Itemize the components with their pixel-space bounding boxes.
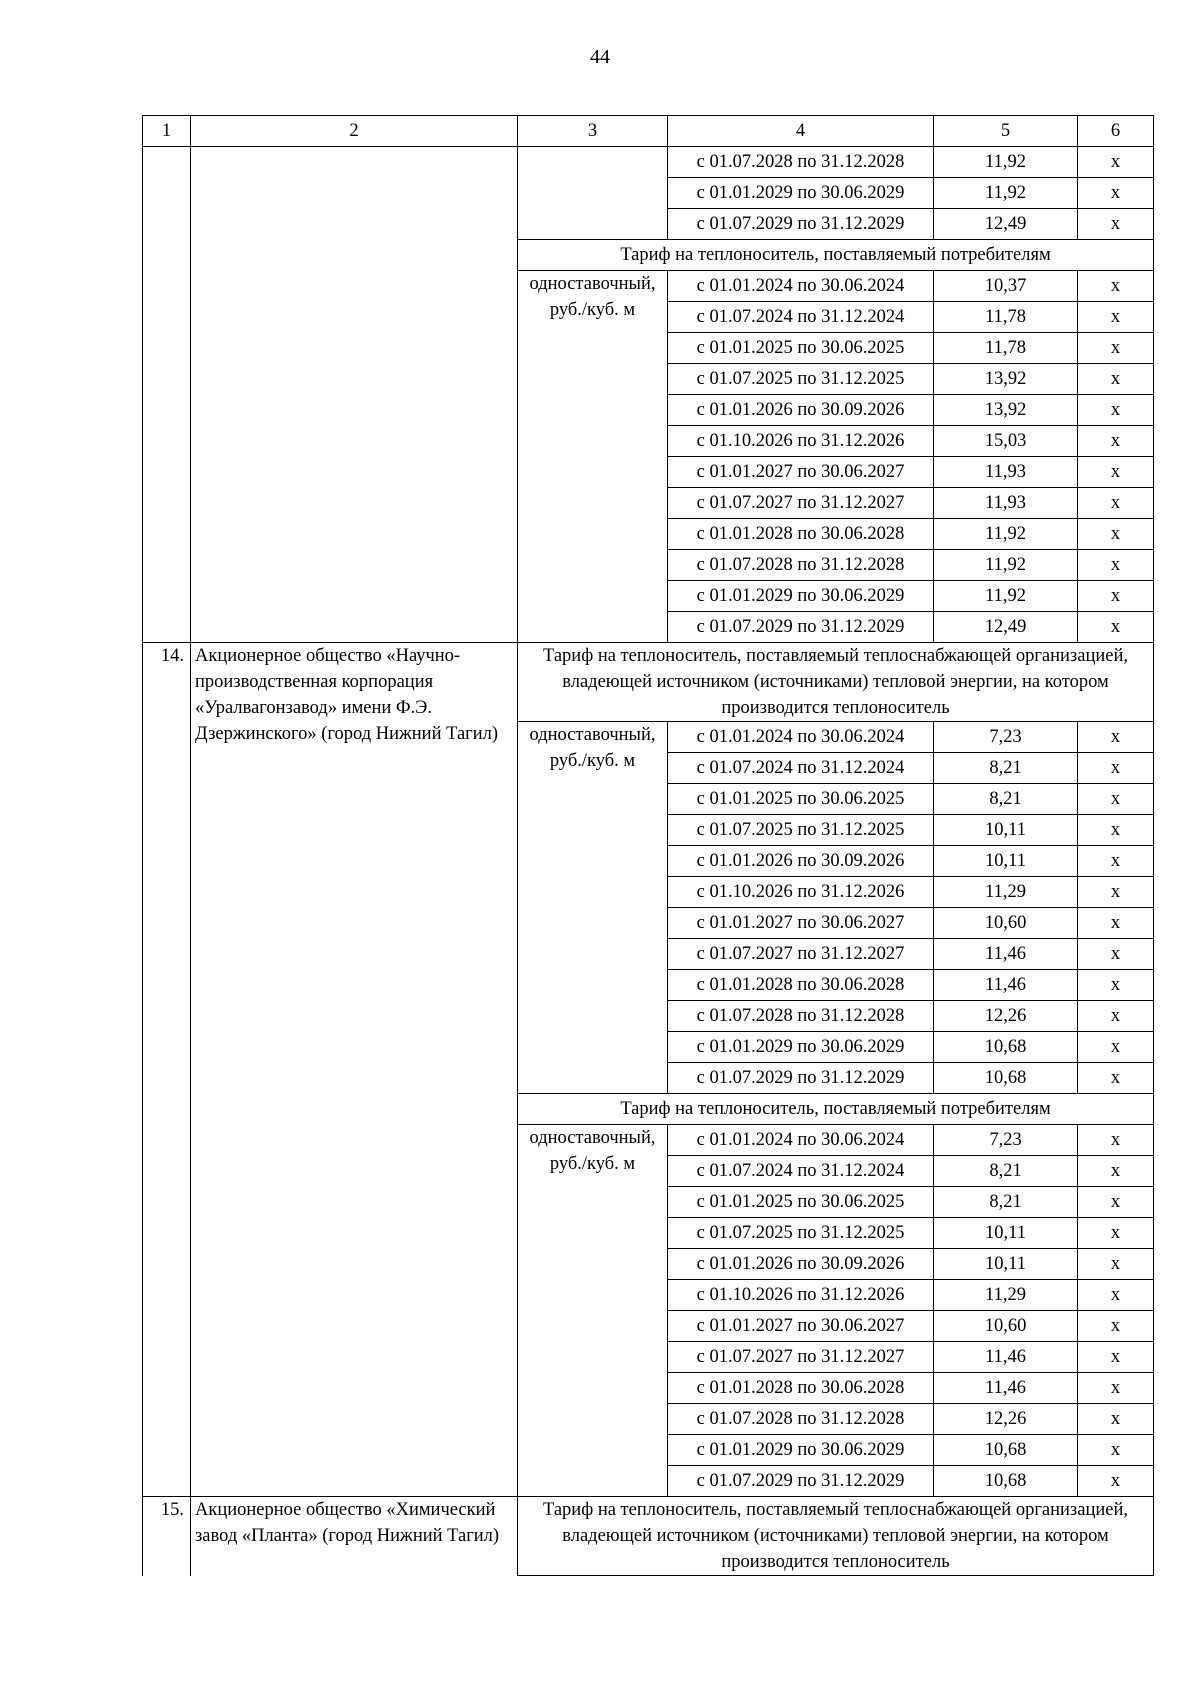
period-cell: с 01.01.2028 по 30.06.2028: [668, 970, 934, 1001]
x-cell: x: [1078, 722, 1154, 753]
period-cell: с 01.01.2028 по 30.06.2028: [668, 1373, 934, 1404]
period-cell: с 01.07.2028 по 31.12.2028: [668, 147, 934, 178]
x-cell: x: [1078, 271, 1154, 302]
unit-cell: одноставочный, руб./куб. м: [518, 1125, 668, 1497]
tariff-value-cell: 13,92: [934, 364, 1078, 395]
column-header: 3: [518, 116, 668, 147]
tariff-value-cell: 10,11: [934, 1218, 1078, 1249]
tariff-value-cell: 13,92: [934, 395, 1078, 426]
tariff-value-cell: 12,49: [934, 209, 1078, 240]
tariff-value-cell: 12,26: [934, 1404, 1078, 1435]
period-cell: с 01.07.2029 по 31.12.2029: [668, 209, 934, 240]
x-cell: x: [1078, 550, 1154, 581]
org-name: Акционерное общество «Химический завод «Планта» (город Нижний Тагил): [191, 1497, 518, 1576]
x-cell: x: [1078, 147, 1154, 178]
period-cell: с 01.07.2024 по 31.12.2024: [668, 1156, 934, 1187]
tariff-value-cell: 8,21: [934, 784, 1078, 815]
period-cell: с 01.01.2029 по 30.06.2029: [668, 178, 934, 209]
period-cell: с 01.01.2024 по 30.06.2024: [668, 1125, 934, 1156]
x-cell: x: [1078, 939, 1154, 970]
tariff-value-cell: 12,49: [934, 612, 1078, 643]
period-cell: с 01.07.2028 по 31.12.2028: [668, 1001, 934, 1032]
tariff-value-cell: 11,29: [934, 1280, 1078, 1311]
period-cell: с 01.01.2029 по 30.06.2029: [668, 1032, 934, 1063]
x-cell: x: [1078, 1435, 1154, 1466]
x-cell: x: [1078, 581, 1154, 612]
period-cell: с 01.07.2029 по 31.12.2029: [668, 1063, 934, 1094]
column-header: 6: [1078, 116, 1154, 147]
tariff-value-cell: 11,46: [934, 939, 1078, 970]
x-cell: x: [1078, 457, 1154, 488]
tariff-value-cell: 11,93: [934, 488, 1078, 519]
period-cell: с 01.01.2028 по 30.06.2028: [668, 519, 934, 550]
x-cell: x: [1078, 1280, 1154, 1311]
period-cell: с 01.01.2027 по 30.06.2027: [668, 908, 934, 939]
period-cell: с 01.07.2024 по 31.12.2024: [668, 753, 934, 784]
period-cell: с 01.01.2026 по 30.09.2026: [668, 395, 934, 426]
tariff-value-cell: 11,29: [934, 877, 1078, 908]
x-cell: x: [1078, 488, 1154, 519]
x-cell: x: [1078, 1342, 1154, 1373]
period-cell: с 01.07.2027 по 31.12.2027: [668, 1342, 934, 1373]
period-cell: с 01.07.2025 по 31.12.2025: [668, 1218, 934, 1249]
tariff-value-cell: 11,92: [934, 581, 1078, 612]
tariff-subtitle: Тариф на теплоноситель, поставляемый потребителям: [518, 240, 1154, 271]
page-number: 44: [590, 46, 610, 68]
tariff-value-cell: 10,68: [934, 1063, 1078, 1094]
x-cell: x: [1078, 1032, 1154, 1063]
x-cell: x: [1078, 1404, 1154, 1435]
x-cell: x: [1078, 846, 1154, 877]
x-cell: x: [1078, 519, 1154, 550]
org-name-cell: [191, 147, 518, 643]
x-cell: x: [1078, 908, 1154, 939]
x-cell: x: [1078, 1218, 1154, 1249]
tariff-value-cell: 11,78: [934, 333, 1078, 364]
tariff-value-cell: 10,11: [934, 846, 1078, 877]
period-cell: с 01.01.2025 по 30.06.2025: [668, 784, 934, 815]
tariff-value-cell: 11,93: [934, 457, 1078, 488]
x-cell: x: [1078, 1249, 1154, 1280]
tariff-value-cell: 8,21: [934, 1187, 1078, 1218]
tariff-subtitle: Тариф на теплоноситель, поставляемый потребителям: [518, 1094, 1154, 1125]
tariff-value-cell: 11,92: [934, 147, 1078, 178]
x-cell: x: [1078, 970, 1154, 1001]
x-cell: x: [1078, 612, 1154, 643]
period-cell: с 01.07.2025 по 31.12.2025: [668, 815, 934, 846]
period-cell: с 01.07.2028 по 31.12.2028: [668, 1404, 934, 1435]
period-cell: с 01.01.2026 по 30.09.2026: [668, 846, 934, 877]
period-cell: с 01.01.2024 по 30.06.2024: [668, 722, 934, 753]
tariff-value-cell: 8,21: [934, 753, 1078, 784]
tariff-value-cell: 10,68: [934, 1032, 1078, 1063]
x-cell: x: [1078, 302, 1154, 333]
x-cell: x: [1078, 178, 1154, 209]
x-cell: x: [1078, 1187, 1154, 1218]
period-cell: с 01.01.2025 по 30.06.2025: [668, 333, 934, 364]
tariff-value-cell: 10,60: [934, 908, 1078, 939]
period-cell: с 01.01.2026 по 30.09.2026: [668, 1249, 934, 1280]
entry-number: 15.: [143, 1497, 191, 1576]
x-cell: x: [1078, 364, 1154, 395]
tariff-value-cell: 11,92: [934, 178, 1078, 209]
tariff-table: [142, 115, 1154, 1576]
tariff-value-cell: 11,46: [934, 1342, 1078, 1373]
period-cell: с 01.01.2025 по 30.06.2025: [668, 1187, 934, 1218]
x-cell: x: [1078, 1311, 1154, 1342]
period-cell: с 01.01.2027 по 30.06.2027: [668, 1311, 934, 1342]
column-header-row: [143, 116, 1154, 147]
tariff-value-cell: 11,92: [934, 550, 1078, 581]
x-cell: x: [1078, 1466, 1154, 1497]
period-cell: с 01.07.2029 по 31.12.2029: [668, 612, 934, 643]
tariff-value-cell: 10,11: [934, 815, 1078, 846]
period-cell: с 01.07.2028 по 31.12.2028: [668, 550, 934, 581]
x-cell: x: [1078, 1125, 1154, 1156]
unit-cell: одноставочный, руб./куб. м: [518, 722, 668, 1094]
tariff-value-cell: 8,21: [934, 1156, 1078, 1187]
x-cell: x: [1078, 1063, 1154, 1094]
unit-cell: [518, 147, 668, 240]
tariff-subtitle: Тариф на теплоноситель, поставляемый теплоснабжающей организацией, владеющей источником (источниками) тепловой энергии, на котором производится теплоноситель: [518, 643, 1154, 722]
org-name: Акционерное общество «Научно-производственная корпорация «Уралвагонзавод» имени Ф.Э. Дзержинского» (город Нижний Тагил): [191, 643, 518, 1497]
tariff-value-cell: 10,11: [934, 1249, 1078, 1280]
period-cell: с 01.07.2027 по 31.12.2027: [668, 939, 934, 970]
tariff-value-cell: 11,78: [934, 302, 1078, 333]
x-cell: x: [1078, 753, 1154, 784]
x-cell: x: [1078, 1373, 1154, 1404]
tariff-value-cell: 10,60: [934, 1311, 1078, 1342]
period-cell: с 01.10.2026 по 31.12.2026: [668, 426, 934, 457]
column-header: 2: [191, 116, 518, 147]
x-cell: x: [1078, 1156, 1154, 1187]
tariff-value-cell: 10,68: [934, 1435, 1078, 1466]
entry-header-row: [143, 643, 1154, 722]
column-header: 5: [934, 116, 1078, 147]
column-header: 1: [143, 116, 191, 147]
period-cell: с 01.07.2029 по 31.12.2029: [668, 1466, 934, 1497]
period-cell: с 01.07.2027 по 31.12.2027: [668, 488, 934, 519]
tariff-value-cell: 12,26: [934, 1001, 1078, 1032]
x-cell: x: [1078, 877, 1154, 908]
x-cell: x: [1078, 395, 1154, 426]
tariff-value-cell: 7,23: [934, 1125, 1078, 1156]
tariff-value-cell: 11,92: [934, 519, 1078, 550]
unit-cell: одноставочный, руб./куб. м: [518, 271, 668, 643]
period-cell: с 01.01.2029 по 30.06.2029: [668, 1435, 934, 1466]
tariff-value-cell: 11,46: [934, 970, 1078, 1001]
tariff-value-cell: 10,68: [934, 1466, 1078, 1497]
period-cell: с 01.01.2029 по 30.06.2029: [668, 581, 934, 612]
period-cell: с 01.10.2026 по 31.12.2026: [668, 877, 934, 908]
tariff-value-cell: 15,03: [934, 426, 1078, 457]
x-cell: x: [1078, 1001, 1154, 1032]
entry-number: 14.: [143, 643, 191, 1497]
tariff-value-cell: 7,23: [934, 722, 1078, 753]
entry-header-row: [143, 1497, 1154, 1576]
x-cell: x: [1078, 426, 1154, 457]
period-cell: с 01.01.2027 по 30.06.2027: [668, 457, 934, 488]
period-cell: с 01.07.2025 по 31.12.2025: [668, 364, 934, 395]
x-cell: x: [1078, 815, 1154, 846]
x-cell: x: [1078, 209, 1154, 240]
column-header: 4: [668, 116, 934, 147]
table-row: [143, 147, 1154, 178]
period-cell: с 01.01.2024 по 30.06.2024: [668, 271, 934, 302]
tariff-value-cell: 10,37: [934, 271, 1078, 302]
tariff-value-cell: 11,46: [934, 1373, 1078, 1404]
period-cell: с 01.07.2024 по 31.12.2024: [668, 302, 934, 333]
tariff-subtitle: Тариф на теплоноситель, поставляемый теплоснабжающей организацией, владеющей источником (источниками) тепловой энергии, на котором производится теплоноситель: [518, 1497, 1154, 1576]
entry-number-cell: [143, 147, 191, 643]
x-cell: x: [1078, 784, 1154, 815]
x-cell: x: [1078, 333, 1154, 364]
period-cell: с 01.10.2026 по 31.12.2026: [668, 1280, 934, 1311]
